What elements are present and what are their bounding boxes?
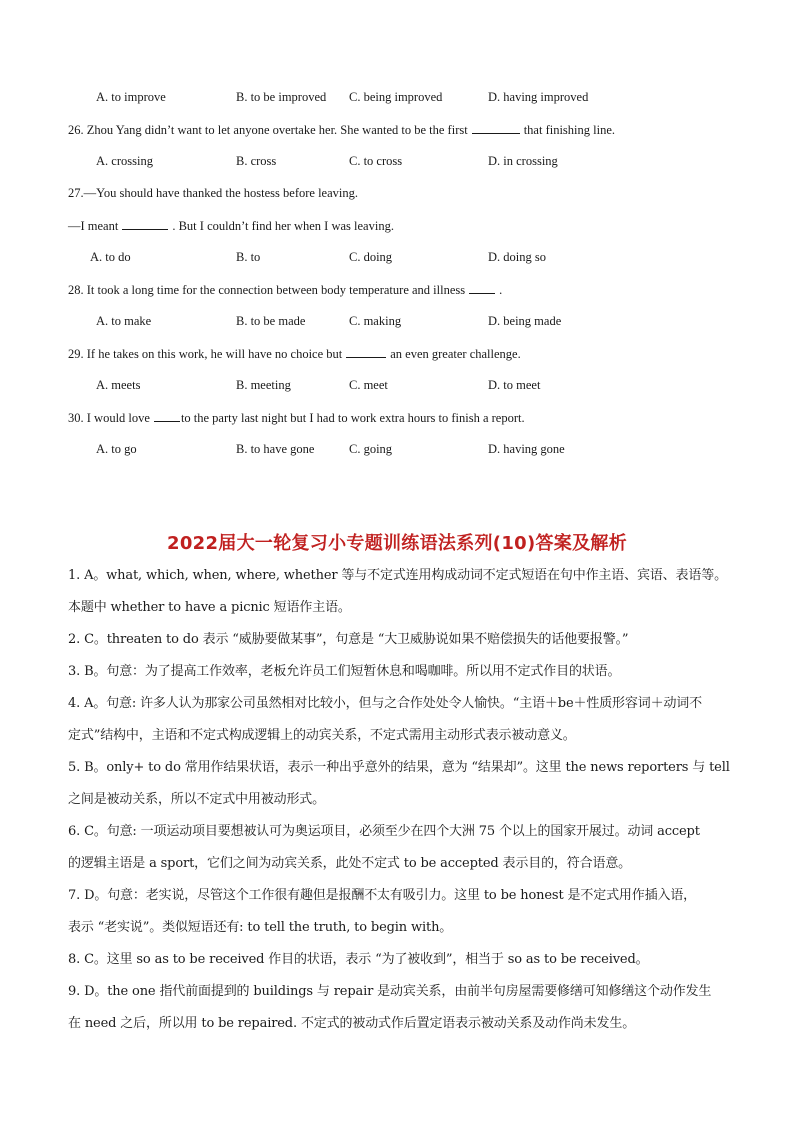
q29-stem: 29. If he takes on this work, he will have no choice but an even greater challenge. (68, 347, 521, 361)
q30-stem: 30. I would love to the party last night but I had to work extra hours to finish a report. (68, 411, 525, 425)
q27-option-c: C. doing (349, 250, 393, 264)
q28-option-d: D. being made (488, 314, 562, 328)
q27-option-a: A. to do (90, 250, 131, 264)
answer-line: 在 need 之后，所以用 to be repaired. 不定式的被动式作后置定语表示被动关系及动作尚未发生。 (68, 1016, 636, 1031)
q26-blank (472, 121, 520, 134)
answer-line: 的逻辑主语是 a sport，它们之间为动宾关系，此处不定式 to be accepted 表示目的，符合语意。 (68, 856, 632, 871)
q26-option-d: D. in crossing (488, 154, 558, 168)
q27-stem-line1: 27.—You should have thanked the hostess before leaving. (68, 186, 359, 200)
q26-stem: 26. Zhou Yang didn’t want to let anyone overtake her. She wanted to be the first that finishing line. (68, 123, 616, 137)
q30-option-a: A. to go (96, 442, 137, 456)
answer-line: 6. C。句意: 一项运动项目要想被认可为奥运项目，必须至少在四个大洲 75 个以上的国家开展过。动词 accept (68, 824, 700, 839)
q28-option-c: C. making (349, 314, 402, 328)
q27-blank (122, 217, 168, 230)
q29-blank (346, 345, 386, 358)
q30-option-c: C. going (349, 442, 393, 456)
q28-options (0, 313, 794, 329)
q25-option-b: B. to be improved (236, 90, 327, 104)
answer-line: 定式”结构中，主语和不定式构成逻辑上的动宾关系，不定式需用主动形式表示被动意义。 (68, 728, 576, 743)
q30-options (0, 441, 794, 457)
answer-line: 5. B。only+ to do 常用作结果状语，表示一种出乎意外的结果，意为 “结果却”。这里 the news reporters 与 tell (68, 760, 730, 775)
answers-section (68, 560, 732, 1040)
q29-option-d: D. to meet (488, 378, 541, 392)
q28-option-b: B. to be made (236, 314, 306, 328)
q26-option-b: B. cross (236, 154, 277, 168)
q30-option-d: D. having gone (488, 442, 565, 456)
q29-options (0, 377, 794, 393)
q26-option-a: A. crossing (96, 154, 153, 168)
q28-stem: 28. It took a long time for the connection between body temperature and illness . (68, 283, 503, 297)
answer-line: 表示 “老实说”。类似短语还有: to tell the truth, to begin with。 (68, 920, 453, 935)
q28-option-a: A. to make (96, 314, 152, 328)
answer-line: 2. C。threaten to do 表示 “威胁要做某事”，句意是 “大卫威胁说如果不赔偿损失的话他要报警。” (68, 632, 629, 647)
q26-option-c: C. to cross (349, 154, 403, 168)
q28-blank (469, 281, 495, 294)
answer-line: 本题中 whether to have a picnic 短语作主语。 (68, 600, 351, 615)
q27-option-b: B. to (236, 250, 261, 264)
q25-option-a: A. to improve (96, 90, 166, 104)
q26-options (0, 153, 794, 169)
q25-option-d: D. having improved (488, 90, 589, 104)
q29-option-c: C. meet (349, 378, 388, 392)
q27-stem-line2: —I meant . But I couldn’t find her when I was leaving. (68, 219, 394, 233)
answer-line: 9. D。the one 指代前面提到的 buildings 与 repair 是动宾关系，由前半句房屋需要修缮可知修缮这个动作发生 (68, 984, 712, 999)
answer-line: 3. B。句意：为了提高工作效率，老板允许员工们短暂休息和喝咖啡。所以用不定式作目的状语。 (68, 664, 621, 679)
answer-line: 7. D。句意：老实说，尽管这个工作很有趣但是报酬不太有吸引力。这里 to be honest 是不定式用作插入语， (68, 888, 697, 903)
q29-option-b: B. meeting (236, 378, 291, 392)
q30-option-b: B. to have gone (236, 442, 315, 456)
answer-line: 之间是被动关系，所以不定式中用被动形式。 (68, 792, 326, 807)
q25-options (0, 89, 794, 105)
q29-option-a: A. meets (96, 378, 141, 392)
q25-option-c: C. being improved (349, 90, 443, 104)
q27-option-d: D. doing so (488, 250, 546, 264)
answer-line: 8. C。这里 so as to be received 作目的状语，表示 “为了被收到”，相当于 so as to be received。 (68, 952, 649, 967)
answers-title: 2022届大一轮复习小专题训练语法系列(10)答案及解析 (167, 533, 627, 554)
answer-line: 4. A。句意: 许多人认为那家公司虽然相对比较小，但与之合作处处令人愉快。“主语＋be＋性质形容词＋动词不 (68, 696, 702, 711)
answer-line: 1. A。what, which, when, where, whether 等与不定式连用构成动词不定式短语在句中作主语、宾语、表语等。 (68, 568, 727, 583)
q30-blank (154, 409, 180, 422)
q27-options (0, 249, 794, 265)
